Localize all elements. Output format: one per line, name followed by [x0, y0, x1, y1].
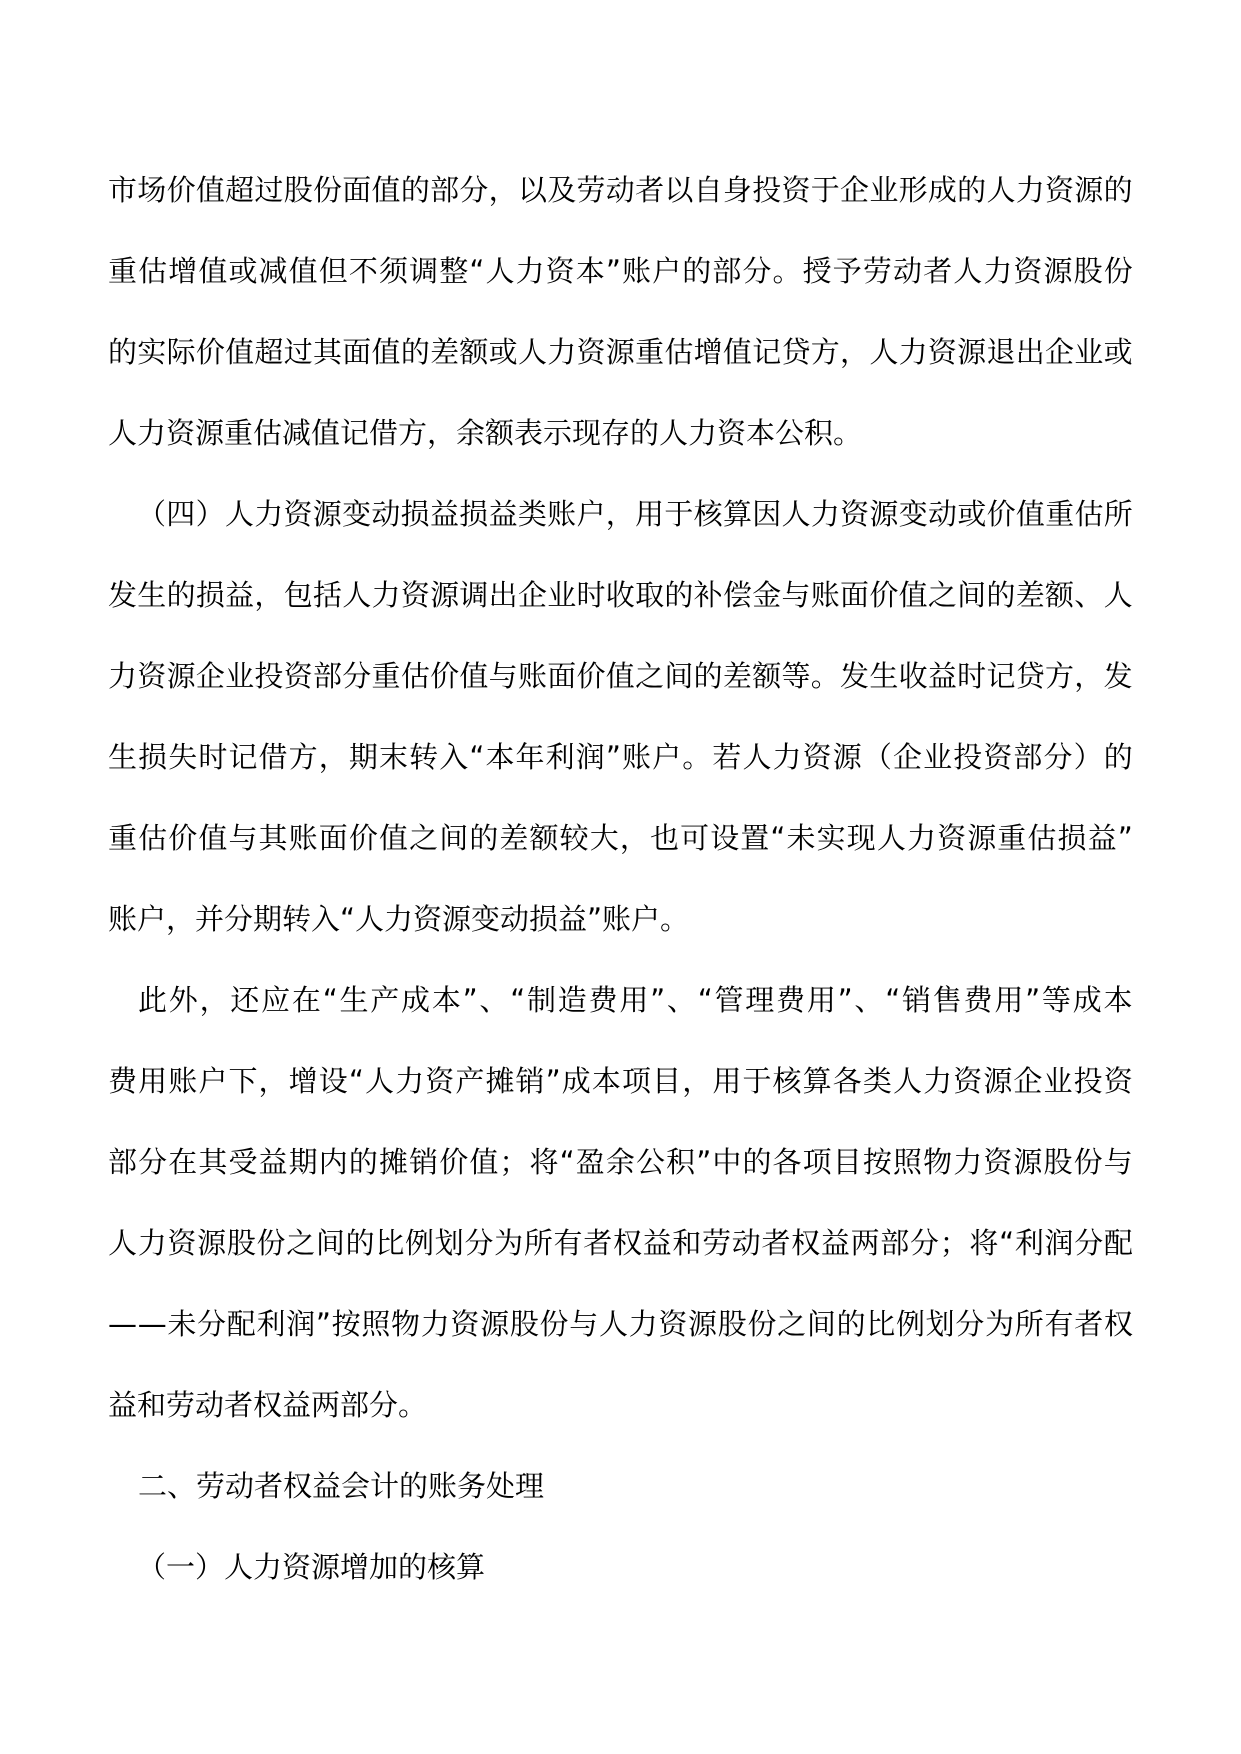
- text-line: 部 分 在 其 受 益 期 内 的 摊 销 价 值 ； 将 “ 盈 余 公 积 ” 中 的 各 项 目 按 照 物 力 资 源 股 份 与: [108, 1145, 1133, 1179]
- text-line: 发 生 的 损 益 ， 包 括 人 力 资 源 调 出 企 业 时 收 取 的 补 偿 金 与 账 面 价 值 之 间 的 差 额 、 人: [108, 578, 1133, 612]
- text-line: 生 损 失 时 记 借 方 ， 期 末 转 入 “ 本 年 利 润 ” 账 户 。 若 人 力 资 源 （ 企 业 投 资 部 分 ） 的: [108, 740, 1133, 774]
- text-line: 人力资源重估减值记借方，余额表示现存的人力资本公积。: [108, 416, 863, 450]
- text-line: 的 实 际 价 值 超 过 其 面 值 的 差 额 或 人 力 资 源 重 估 增 值 记 贷 方 ， 人 力 资 源 退 出 企 业 或: [108, 335, 1133, 369]
- section-heading: 二、劳动者权益会计的账务处理: [138, 1469, 545, 1503]
- section-heading-paragraph-line: （ 四 ） 人 力 资 源 变 动 损 益 损 益 类 账 户 ， 用 于 核 算 因 人 力 资 源 变 动 或 价 值 重 估 所: [137, 497, 1133, 531]
- text-line: 费 用 账 户 下 ， 增 设 “ 人 力 资 产 摊 销 ” 成 本 项 目 ， 用 于 核 算 各 类 人 力 资 源 企 业 投 资: [108, 1064, 1133, 1098]
- text-line: 重 估 增 值 或 减 值 但 不 须 调 整 “ 人 力 资 本 ” 账 户 的 部 分 。 授 予 劳 动 者 人 力 资 源 股 份: [108, 254, 1133, 288]
- text-line: — — 未 分 配 利 润 ” 按 照 物 力 资 源 股 份 与 人 力 资 源 股 份 之 间 的 比 例 划 分 为 所 有 者 权: [108, 1307, 1133, 1341]
- text-line: 账户，并分期转入“人力资源变动损益”账户。: [108, 902, 690, 936]
- text-line: 市 场 价 值 超 过 股 份 面 值 的 部 分 ， 以 及 劳 动 者 以 自 身 投 资 于 企 业 形 成 的 人 力 资 源 的: [108, 173, 1133, 207]
- text-line: 人 力 资 源 股 份 之 间 的 比 例 划 分 为 所 有 者 权 益 和 劳 动 者 权 益 两 部 分 ； 将 “ 利 润 分 配: [108, 1226, 1133, 1260]
- text-line: 重 估 价 值 与 其 账 面 价 值 之 间 的 差 额 较 大 ， 也 可 设 置 “ 未 实 现 人 力 资 源 重 估 损 益 ”: [108, 821, 1133, 855]
- subsection-heading: （一）人力资源增加的核算: [137, 1550, 486, 1584]
- text-line: 此 外 ， 还 应 在 “ 生 产 成 本 ” 、 “ 制 造 费 用 ” 、 “ 管 理 费 用 ” 、 “ 销 售 费 用 ” 等 成 本: [138, 983, 1133, 1017]
- text-line: 力 资 源 企 业 投 资 部 分 重 估 价 值 与 账 面 价 值 之 间 的 差 额 等 。 发 生 收 益 时 记 贷 方 ， 发: [108, 659, 1133, 693]
- text-line: 益和劳动者权益两部分。: [108, 1388, 428, 1422]
